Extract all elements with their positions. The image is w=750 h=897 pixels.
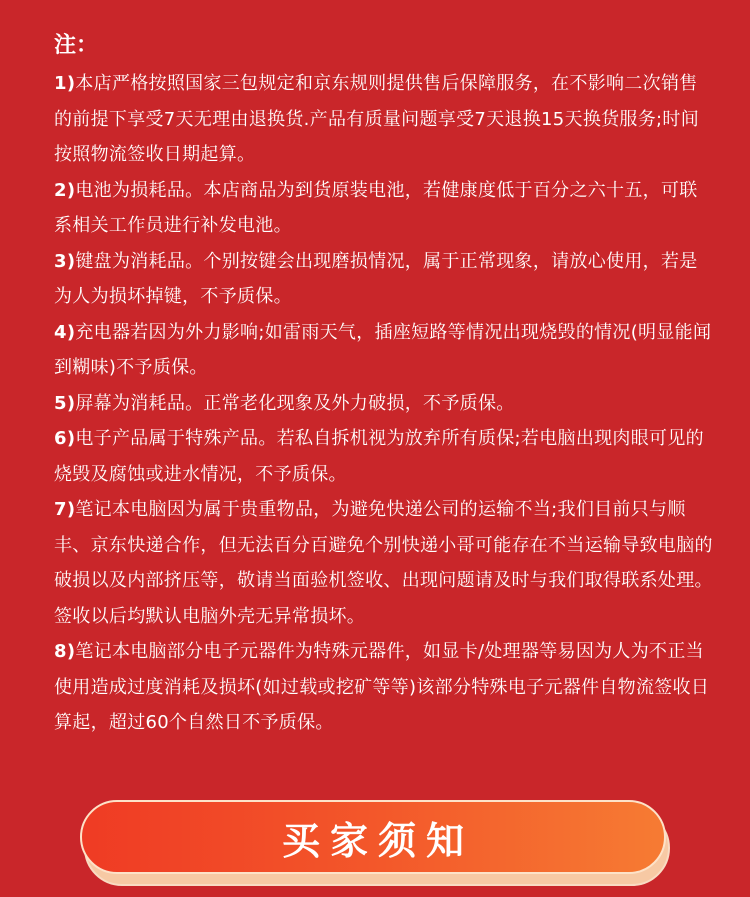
note-text: 本店严格按照国家三包规定和京东规则提供售后保障服务，在不影响二次销售的前提下享受7天无理由退换货.产品有质量问题享受7天退换15天换货服务;时间按照物流签收日期起算。 [54, 73, 699, 165]
note-number: 4) [54, 321, 76, 343]
note-text: 电子产品属于特殊产品。若私自拆机视为放弃所有质保;若电脑出现肉眼可见的烧毁及腐蚀或进水情况，不予质保。 [54, 428, 704, 485]
note-number: 2) [54, 179, 76, 201]
note-text: 电池为损耗品。本店商品为到货原装电池，若健康度低于百分之六十五，可联系相关工作员进行补发电池。 [54, 179, 698, 236]
notes-section [54, 30, 714, 741]
note-item-2 [54, 173, 714, 244]
notes-heading: 注： [54, 33, 99, 58]
note-number: 7) [54, 499, 76, 520]
note-text: 笔记本电脑部分电子元器件为特殊元器件，如显卡/处理器等易因为人为不正当使用造成过度消耗及损坏(如过载或挖矿等等)该部分特殊电子元器件自物流签收日算起，超过60个自然日不予质保。 [54, 641, 710, 733]
note-item-7 [54, 492, 714, 634]
note-item-1 [54, 66, 714, 173]
note-item-5 [54, 386, 714, 422]
note-item-8 [54, 634, 714, 741]
note-text: 屏幕为消耗品。正常老化现象及外力破损，不予质保。 [75, 392, 515, 414]
note-item-6 [54, 421, 714, 492]
note-text: 键盘为消耗品。个别按键会出现磨损情况，属于正常现象，请放心使用，若是为人为损坏掉键，不予质保。 [54, 250, 698, 307]
banner-title: 买家须知 [281, 818, 474, 863]
note-text: 笔记本电脑因为属于贵重物品，为避免快递公司的运输不当;我们目前只与顺丰、京东快递合作，但无法百分百避免个别快递小哥可能存在不当运输导致电脑的破损以及内部挤压等，敬请当面验机签收、出现问题请及时与我们取得联系处理。签收以后均默认电脑外壳无异常损坏。 [54, 499, 713, 627]
note-text: 充电器若因为外力影响;如雷雨天气，插座短路等情况出现烧毁的情况(明显能闻到糊味)不予质保。 [54, 321, 712, 378]
note-item-4 [54, 315, 714, 386]
note-item-3 [54, 244, 714, 315]
note-number: 6) [54, 428, 76, 449]
note-number: 5) [54, 392, 76, 414]
note-number: 3) [54, 250, 76, 272]
buyer-notice-banner [80, 800, 670, 888]
note-number: 8) [54, 641, 76, 662]
note-number: 1) [54, 73, 76, 94]
banner-pill [80, 800, 666, 874]
